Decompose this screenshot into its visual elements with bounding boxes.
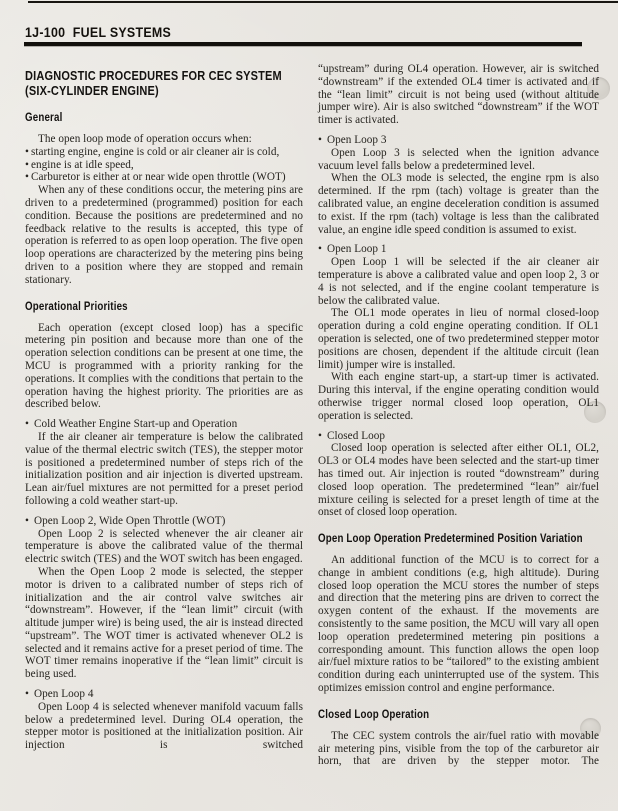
bullet-icon: • — [25, 145, 29, 158]
body-paragraph: When the Open Loop 2 mode is selected, the stepper motor is driven to a calibrated number of steps rich of initialization and the air control valve switches air “downstream”. However, if the “lean limit” circuit (with altitude jumper wire) is being used, the air is instead directed “upstream”. The WOT timer is activated whenever OL2 is selected and it remains active for a preset period of time. The WOT timer remains inoperative if the “lean limit” circuit is being used. — [25, 565, 303, 681]
bullet-heading — [318, 134, 599, 147]
header-rule — [24, 42, 582, 46]
doc-title-line: (SIX-CYLINDER ENGINE) — [25, 83, 159, 98]
bullet-text: Open Loop 3 — [326, 133, 387, 146]
page-top-edge — [28, 1, 618, 3]
bullet-item — [25, 171, 303, 184]
bullet-heading — [318, 243, 599, 256]
bullet-text: Open Loop 2, Wide Open Throttle (WOT) — [33, 514, 226, 527]
section-heading: Closed Loop Operation — [318, 707, 430, 721]
bullet-heading — [25, 515, 303, 528]
body-paragraph: The open loop mode of operation occurs when: — [38, 133, 252, 145]
bullet-item — [25, 159, 303, 172]
bullet-icon: • — [25, 171, 29, 184]
section-heading: Open Loop Operation Predetermined Position Variation — [318, 532, 583, 546]
bullet-text: engine is at idle speed, — [30, 158, 134, 171]
body-paragraph: The OL1 mode operates in lieu of normal closed-loop operation during a cold engine operating condition. If OL1 operation is selected, one of two predetermined stepper motor positions are chosen, dependent if the altitude circuit (lean limit) jumper wire is installed. — [318, 307, 599, 371]
body-paragraph: An additional function of the MCU is to correct for a change in ambient conditions (e.g, high altitude). During closed loop operation the MCU stores the number of steps and direction that the metering pins are driven to correct the oxygen content of the exhaust. If the movements are consistently to the same position, the MCU will vary all open loop operation predetermined metering pin positions a corresponding amount. This function allows the open loop air/fuel mixture ratios to be “tailored” to the existing ambient condition during each uninterrupted use of the system. This optimizes emission control and engine performance. — [318, 554, 599, 695]
bullet-item — [25, 146, 303, 159]
bullet-heading — [318, 430, 599, 443]
left-column — [25, 68, 303, 752]
bullet-icon: • — [318, 243, 322, 256]
bullet-text: Open Loop 4 — [33, 688, 94, 701]
bullet-text: Open Loop 1 — [326, 243, 387, 256]
bullet-text: Carburetor is either at or near wide open throttle (WOT) — [30, 171, 286, 184]
section-heading: General — [25, 111, 63, 124]
body-paragraph: Open Loop 2 is selected whenever the air cleaner air temperature is above the calibrated value of the thermal electric switch (TES) and the WOT switch has been engaged. — [25, 527, 303, 566]
body-paragraph: With each engine start-up, a start-up timer is activated. During this interval, if the engine operating condition would otherwise trigger normal closed loop operation, OL1 operation is selected. — [318, 371, 599, 422]
body-paragraph: “upstream” during OL4 operation. However, air is switched “downstream” if the extended OL4 timer is activated and if the “lean limit” circuit is not being used (without altitude jumper wire). Air is also switched “downstream” if the WOT timer is activated. — [318, 63, 599, 127]
bullet-icon: • — [25, 688, 29, 701]
body-paragraph: The CEC system controls the air/fuel ratio with movable air metering pins, visible from the top of the carburetor air horn, that are driven by the stepper motor. The — [318, 729, 599, 768]
bullet-icon: • — [25, 158, 29, 171]
bullet-icon: • — [25, 514, 29, 527]
bullet-icon: • — [318, 133, 322, 146]
doc-title-line: DIAGNOSTIC PROCEDURES FOR CEC SYSTEM — [25, 68, 282, 83]
bullet-heading — [25, 688, 303, 701]
body-paragraph: Open Loop 4 is selected whenever manifold vacuum falls below a predetermined level. During OL4 operation, the stepper motor is positioned at the initialization position. Air injection is switched — [25, 700, 303, 752]
body-paragraph: When the OL3 mode is selected, the engine rpm is also determined. If the rpm (tach) voltage is greater than the calibrated value, an engine deceleration condition is assumed to exist. If the rpm (tach) voltage is less than the calibrated value, an engine idle speed condition is assumed to exist. — [318, 172, 599, 236]
bullet-text: starting engine, engine is cold or air cleaner air is cold, — [30, 145, 280, 158]
doc-title — [25, 68, 282, 98]
body-paragraph: If the air cleaner air temperature is below the calibrated value of the thermal electric switch (TES), the stepper motor is positioned a predetermined number of steps rich of the initialization position and air injection is diverted upstream. Lean air/fuel mixtures are not permitted for a preset period following a cold weather start-up. — [25, 430, 303, 507]
body-paragraph: Open Loop 1 will be selected if the air cleaner air temperature is above a calibrated value and open loop 2, 3 or 4 is not selected, and if the engine coolant temperature is below the calibrated value. — [318, 256, 599, 307]
body-paragraph: Each operation (except closed loop) has a specific metering pin position and because more than one of the operation selection conditions can be present at one time, the MCU is programmed with a priority ranking for the operations. It complies with the conditions that pertain to the operation having the highest priority. The priorities are as described below. — [25, 321, 303, 411]
body-paragraph: Closed loop operation is selected after either OL1, OL2, OL3 or OL4 modes have been selected and the start-up timer has timed out. Air injection is routed “downstream” during closed loop operation. The predetermined “lean” air/fuel mixture ceiling is selected for a preset length of time at the onset of closed loop operation. — [318, 442, 599, 519]
bullet-icon: • — [318, 429, 322, 442]
running-header: 1J-100 FUEL SYSTEMS — [25, 25, 172, 40]
bullet-text: Cold Weather Engine Start-up and Operation — [33, 418, 238, 431]
bullet-text: Closed Loop — [326, 429, 386, 442]
body-paragraph: When any of these conditions occur, the metering pins are driven to a predetermined (programmed) position for each condition. Because the positions are predetermined and no feedback relative to the results is accepted, this type of operation is referred to as open loop operation. The five open loop operations are characterized by the metering pins being driven to a position where they are stopped and remain stationary. — [25, 184, 303, 286]
right-column — [318, 63, 599, 768]
bullet-heading — [25, 418, 303, 431]
body-paragraph: Open Loop 3 is selected when the ignition advance vacuum level falls below a predetermined level. — [318, 146, 599, 172]
section-heading: Operational Priorities — [25, 299, 128, 313]
bullet-icon: • — [25, 418, 29, 431]
